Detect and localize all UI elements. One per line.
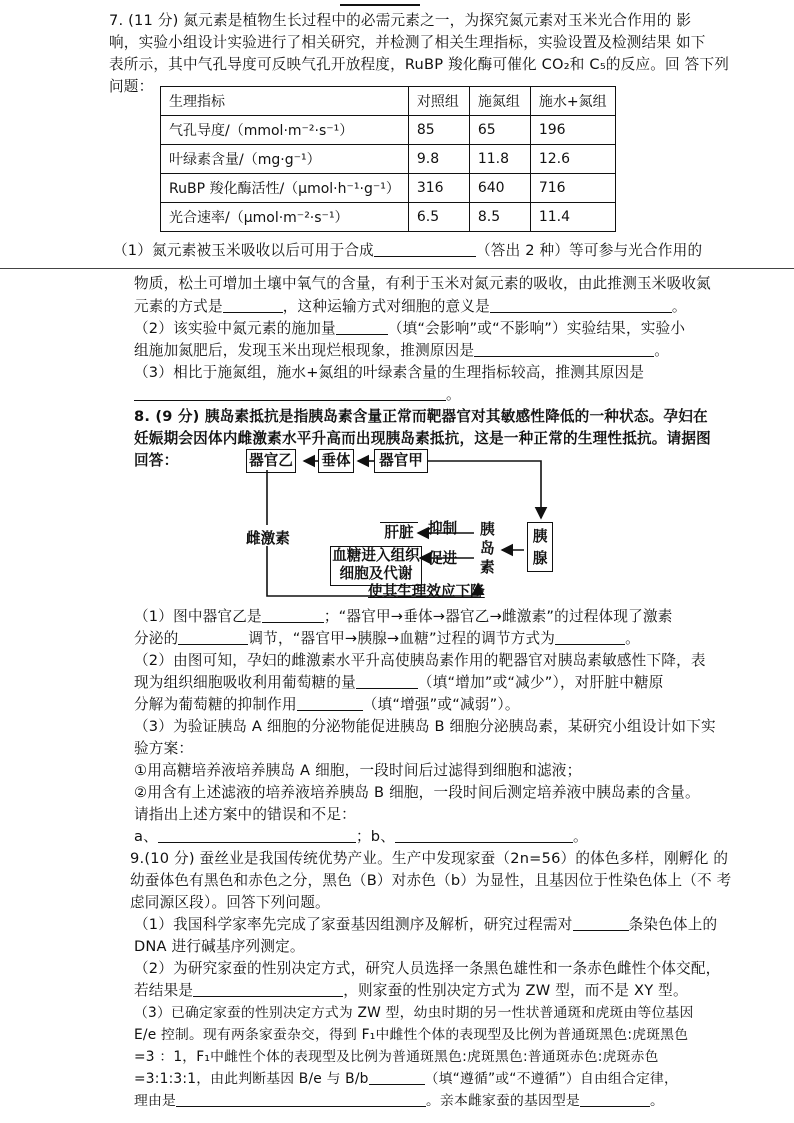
q8-sub1-line-1 (134, 606, 673, 628)
q9-sub1-line-1 (134, 914, 717, 936)
liver-box: 肝脏 (380, 522, 418, 544)
q9-sub1-line-2: DNA 进行碱基序列测定。 (134, 938, 305, 955)
table-cell: 85 (408, 116, 469, 145)
answer-blank[interactable] (395, 828, 573, 843)
text: 。亲本雌家蚕的基因型是 (426, 1093, 580, 1109)
q7-sub1-line-1 (113, 240, 702, 262)
table-header-cell: 施氮组 (469, 87, 530, 116)
text: （1）氮元素被玉米吸收以后可用于合成 (113, 242, 374, 259)
q8-ask: 请指出上述方案中的错误和不足： (134, 806, 356, 823)
table-cell: 316 (408, 174, 469, 203)
q7-sub1-line-2: 物质，松土可增加土壤中氧气的含量，有利于玉米对氮元素的吸收，由此推测玉米吸收氮 (134, 275, 711, 292)
table-header-row (161, 87, 616, 116)
text: 若结果是 (134, 982, 194, 999)
q9-line-1: 9.(10 分) 蚕丝业是我国传统优势产业。生产中发现家蚕（2n=56）的体色多样，刚孵化 的 (130, 850, 729, 867)
insulin-label: 胰岛素 (480, 521, 495, 576)
q8-sub3-line-2: 验方案： (134, 740, 194, 757)
page-break-rule (0, 268, 794, 269)
text: a、 (134, 828, 158, 845)
estrogen-label: 雌激素 (246, 530, 290, 547)
answer-blank[interactable] (223, 298, 283, 313)
text: （填“增强”或“减弱”）。 (362, 696, 520, 713)
q7-line-4: 问题： (109, 78, 154, 95)
text: 调节，“器官甲→胰腺→血糖”过程的调节方式为 (248, 630, 556, 647)
answer-blank[interactable] (474, 342, 654, 357)
answer-blank[interactable] (262, 608, 324, 623)
text: 理由是 (134, 1093, 176, 1109)
text: 。 (649, 1093, 664, 1109)
physiology-table (160, 86, 616, 232)
q8-sub1-line-2 (134, 628, 640, 650)
q8-step-2: ②用含有上述滤液的培养液培养胰岛 B 细胞，一段时间后测定培养液中胰岛素的含量。 (134, 784, 700, 801)
q9-sub3-line-4 (134, 1068, 678, 1090)
q9-sub2-line-1: （2）为研究家蚕的性别决定方式，研究人员选择一条黑色雄性和一条赤色雌性个体交配， (134, 960, 721, 977)
q7-sub3-line-2 (134, 384, 461, 406)
text: （填“会影响”或“不影响”）实验结果，实验小 (387, 320, 686, 337)
q9-sub3-line-2: E/e 控制。现有两条家蚕杂交，得到 F₁中雌性个体的表现型及比例为普通斑黑色:虎斑黑色 (134, 1027, 689, 1043)
answer-blank[interactable] (356, 674, 418, 689)
text: （填“增加”或“减少”），对肝脏中糖原 (417, 674, 664, 691)
text: ，这种运输方式对细胞的意义是 (282, 298, 490, 315)
q8-sub2-line-2 (134, 672, 664, 694)
text: 。 (446, 386, 461, 403)
table-cell: 9.8 (408, 145, 469, 174)
table-row (161, 145, 616, 174)
answer-blank[interactable] (580, 1092, 650, 1107)
table-header-cell: 对照组 (408, 87, 469, 116)
text: 。 (625, 630, 640, 647)
answer-blank[interactable] (134, 386, 446, 401)
table-row (161, 203, 616, 232)
q9-sub2-line-2 (134, 980, 688, 1002)
table-cell: 640 (469, 174, 530, 203)
text: ，则家蚕的性别决定方式为 ZW 型，而不是 XY 型。 (343, 982, 688, 999)
table-row (161, 116, 616, 145)
inhibit-label: 抑制 (428, 520, 458, 537)
text: ；b、 (355, 828, 395, 845)
q8-sub2-line-3 (134, 694, 520, 716)
q7-line-3: 表所示，其中气孔导度可反映气孔开放程度，RuBP 羧化酶可催化 CO₂和 C₅的反应。回 答下列 (109, 56, 730, 73)
q9-line-3: 虑同源区段）。回答下列问题。 (130, 894, 330, 911)
text: 分泌的 (134, 630, 179, 647)
answer-blank[interactable] (178, 630, 248, 645)
table-row (161, 174, 616, 203)
answer-blank[interactable] (193, 982, 343, 997)
table-row-label: 气孔导度/（mmol·m⁻²·s⁻¹） (161, 116, 409, 145)
q7-line-2: 响，实验小组设计实验进行了相关研究，并检测了相关生理指标，实验设置及检测结果 如下 (109, 34, 706, 51)
text: 。 (573, 828, 588, 845)
table-cell: 716 (530, 174, 615, 203)
arrow-organ-a-to-pancreas (428, 461, 541, 518)
answer-blank[interactable] (573, 916, 629, 931)
text: （1）图中器官乙是 (134, 608, 262, 625)
glucose-line-2: 细胞及代谢 (339, 565, 413, 582)
table-cell: 6.5 (408, 203, 469, 232)
text: 组施加氮肥后，发现玉米出现烂根现象，推测原因是 (134, 342, 475, 359)
answer-blank[interactable] (297, 696, 363, 711)
glucose-line-1: 血糖进入组织 (332, 547, 420, 564)
q8-sub2-line-1: （2）由图可知，孕妇的雌激素水平升高使胰岛素作用的靶器官对胰岛素敏感性下降，表 (134, 652, 706, 669)
text: 条染色体上的 (628, 916, 718, 933)
text: （2）该实验中氮元素的施加量 (134, 320, 336, 337)
q8-line-2: 妊娠期会因体内雌激素水平升高而出现胰岛素抵抗，这是一种正常的生理性抵抗。请据图 (134, 430, 711, 447)
answer-blank[interactable] (490, 298, 672, 313)
text: 。 (654, 342, 670, 359)
table-header-cell: 生理指标 (161, 87, 409, 116)
table-cell: 8.5 (469, 203, 530, 232)
table-cell: 12.6 (530, 145, 615, 174)
answer-blank[interactable] (369, 1070, 425, 1085)
organ-a-box: 器官甲 (374, 449, 428, 473)
pancreas-box: 胰腺 (527, 522, 553, 572)
table-cell: 11.4 (530, 203, 615, 232)
answer-blank[interactable] (374, 242, 476, 257)
answer-blank[interactable] (336, 320, 388, 335)
q9-line-2: 幼蚕体色有黑色和赤色之分，黑色（B）对赤色（b）为显性，且基因位于性染色体上（不 考 (130, 872, 732, 889)
q7-sub2-line-2 (134, 340, 669, 362)
q9-sub3-line-1: （3）已确定家蚕的性别决定方式为 ZW 型，幼虫时期的另一性状普通斑和虎斑由等位基因 (134, 1005, 694, 1021)
q7-line-1: 7. (11 分) 氮元素是植物生长过程中的必需元素之一，为探究氮元素对玉米光合作用的 影 (109, 12, 692, 29)
table-cell: 196 (530, 116, 615, 145)
text: ；“器官甲→垂体→器官乙→雌激素”的过程体现了激素 (323, 608, 673, 625)
q8-line-3: 回答： (134, 452, 179, 469)
table-cell: 65 (469, 116, 530, 145)
answer-blank[interactable] (555, 630, 625, 645)
q7-sub3-line-1: （3）相比于施氮组，施水+氮组的叶绿素含量的生理指标较高，推测其原因是 (134, 364, 645, 381)
table-header-cell: 施水+氮组 (530, 87, 615, 116)
q9-sub3-line-3: =3 ：1，F₁中雌性个体的表现型及比例为普通斑黑色:虎斑黑色:普通斑赤色:虎斑赤色 (134, 1049, 659, 1065)
text: （答出 2 种）等可参与光合作用的 (475, 242, 703, 259)
promote-label: 促进 (428, 550, 458, 567)
text: 现为组织细胞吸收利用葡萄糖的量 (134, 674, 356, 691)
organ-b-box: 器官乙 (246, 449, 296, 473)
q8-step-1: ①用高糖培养液培养胰岛 A 细胞，一段时间后过滤得到细胞和滤液； (134, 762, 582, 779)
pituitary-box: 垂体 (318, 449, 354, 473)
reduce-label: 使其生理效应下降 (368, 583, 485, 600)
text: 元素的方式是 (134, 298, 223, 315)
text: =3:1:3:1，由此判断基因 B/e 与 B/b (134, 1071, 369, 1087)
text: 。 (671, 298, 687, 315)
q7-sub1-line-3 (134, 296, 687, 318)
header-rule (340, 4, 420, 6)
q8-ab-line (134, 826, 588, 848)
table-row-label: 光合速率/（μmol·m⁻²·s⁻¹） (161, 203, 409, 232)
text: （1）我国科学家率先完成了家蚕基因组测序及解析，研究过程需对 (134, 916, 573, 933)
text: （填“遵循”或“不遵循”）自由组合定律， (424, 1071, 678, 1087)
table-row-label: 叶绿素含量/（mg·g⁻¹） (161, 145, 409, 174)
q7-sub2-line-1 (134, 318, 685, 340)
table-cell: 11.8 (469, 145, 530, 174)
text: 分解为葡萄糖的抑制作用 (134, 696, 297, 713)
q8-sub3-line-1: （3）为验证胰岛 A 细胞的分泌物能促进胰岛 B 细胞分泌胰岛素，某研究小组设计如下实 (134, 718, 716, 735)
answer-blank[interactable] (158, 828, 356, 843)
table-row-label: RuBP 羧化酶活性/（μmol·h⁻¹·g⁻¹） (161, 174, 409, 203)
q8-line-1: 8. (9 分) 胰岛素抵抗是指胰岛素含量正常而靶器官对其敏感性降低的一种状态。孕妇在 (134, 408, 708, 425)
